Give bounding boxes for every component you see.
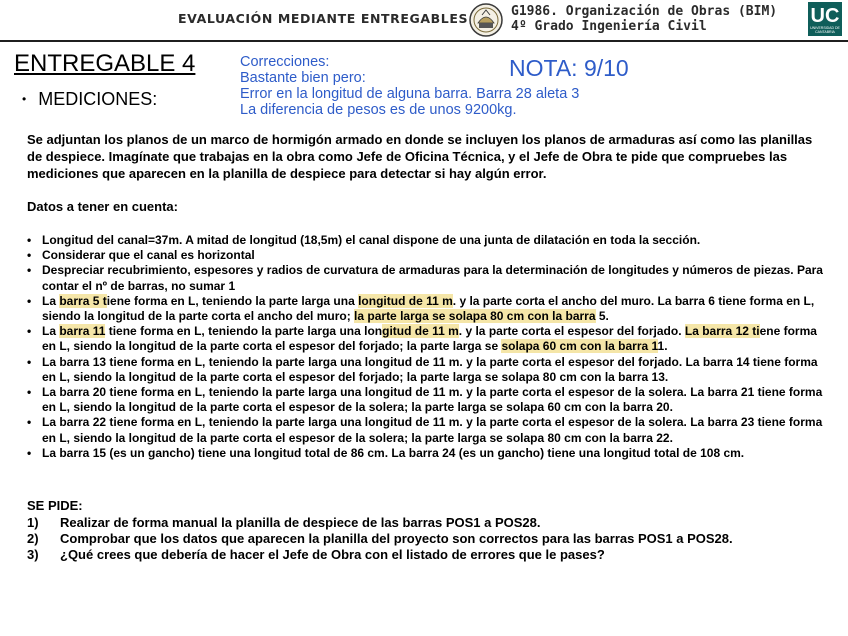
highlighted-text: solapa 60 cm con la barra 1 [501,339,658,354]
task-number: 1) [27,515,39,530]
text-span: iene forma en L, teniendo la parte larga una [106,293,359,308]
course-line-2: 4º Grado Ingeniería Civil [511,19,707,34]
course-info [511,4,777,34]
highlighted-text: La barra 12 ti [684,324,760,339]
corrections-line-3: La diferencia de pesos es de unos 9200kg. [240,102,517,118]
corrections-line-2: Error en la longitud de alguna barra. Barra 28 aleta 3 [240,86,580,102]
task-item [27,515,733,531]
task-text: ¿Qué crees que debería de hacer el Jefe de Obra con el listado de errores que le pases? [60,547,605,562]
task-item [27,531,733,547]
bullet-item [27,294,827,324]
data-heading: Datos a tener en cuenta: [27,199,178,214]
text-span: La [42,293,60,308]
bullet-item: • La barra 20 tiene forma en L, teniendo la parte larga una longitud de 11 m. y la parte corta el espesor de la solera. La barra 21 tiene forma en L, siendo la longitud de la parte corta el espesor de la solera; la parte larga se solapa 60 cm con la barra 20. [27,385,827,415]
task-text: Realizar de forma manual la planilla de despiece de las barras POS1 a POS28. [60,515,541,530]
page-title: ENTREGABLE 4 [14,50,196,77]
text-span: . y la parte corta el ancho del muro. La barra 6 tiene forma en L, siendo la longitud de la parte corta el ancho del muro; [42,293,815,324]
page-header [0,0,848,40]
section-heading [22,89,157,110]
text-span: ene forma en L, siendo la longitud de la parte corta el espesor del forjado; la parte larga se [42,324,817,354]
task-item [27,547,733,563]
bullet-item: • Longitud del canal=37m. A mitad de longitud (18,5m) el canal dispone de una junta de dilatación en toda la sección. [27,233,827,248]
bullet-dot: • [22,92,27,106]
intro-paragraph: Se adjuntan los planos de un marco de hormigón armado en donde se incluyen los planos de armaduras así como las planillas de despiece. Imagínate que trabajas en la obra como Jefe de Oficina Técnica, y el Jefe de Obra te pide que compruebes las mediciones que aparecen en la planilla de despiece para detectar si hay algún error. [27,132,813,181]
course-line-1: G1986. Organización de Obras (BIM) [511,4,778,19]
uc-logo [808,2,842,36]
section-label: MEDICIONES: [38,89,158,109]
text-span: 5. [595,309,609,324]
highlighted-text: la parte larga se solapa 80 cm con la barra [354,309,596,324]
corrections-heading: Correcciones: [240,54,330,70]
bullet-item [27,324,827,354]
highlighted-text: longitud de 11 m [358,293,453,308]
tasks-heading: SE PIDE: [27,498,83,513]
uc-logo-subtext: UNIVERSIDAD DE CANTABRIA [810,26,840,34]
header-title: EVALUACIÓN MEDIANTE ENTREGABLES [178,11,469,26]
highlighted-text: gitud de 11 m [382,324,459,339]
uc-logo-text: UC [810,5,840,27]
bullet-item: • La barra 22 tiene forma en L, teniendo la parte larga una longitud de 11 m. y la parte corta el espesor de la solera. La barra 23 tiene forma en L, siendo la longitud de la parte corta el espesor de la solera; la parte larga se solapa 80 cm con la barra 22. [27,415,827,445]
text-span: La [42,324,60,339]
text-span: . y la parte corta el espesor del forjado. [458,324,685,339]
bullet-item: • Considerar que el canal es horizontal [27,248,827,263]
highlighted-text: barra 11 [59,324,106,339]
task-list [27,515,733,563]
grade: NOTA: 9/10 [509,55,629,81]
bullet-item: • La barra 15 (es un gancho) tiene una longitud total de 86 cm. La barra 24 (es un gancho) tiene una longitud total de 108 cm. [27,446,827,461]
data-bullet-list [27,233,827,461]
text-span: tiene forma en L, teniendo la parte larga una lon [105,324,383,339]
bullet-item: • Despreciar recubrimiento, espesores y radios de curvatura de armaduras para la determinación de longitudes y números de piezas. Para contar el nº de barras, no sumar 1 [27,263,827,293]
bullet-item: • La barra 13 tiene forma en L, teniendo la parte larga una longitud de 11 m. y la parte corta el espesor del forjado. La barra 14 tiene forma en L, siendo la longitud de la parte corta el espesor del forjado; la parte larga se solapa 80 cm con la barra 13. [27,355,827,385]
header-divider [0,40,848,42]
task-text: Comprobar que los datos que aparecen la planilla del proyecto son correctos para las barras POS1 a POS28. [60,531,733,546]
corrections-line-1: Bastante bien pero: [240,70,366,86]
task-number: 2) [27,531,39,546]
highlighted-text: barra 5 t [59,293,107,308]
task-number: 3) [27,547,39,562]
text-span: 1. [657,339,668,354]
university-seal-icon [468,2,504,38]
